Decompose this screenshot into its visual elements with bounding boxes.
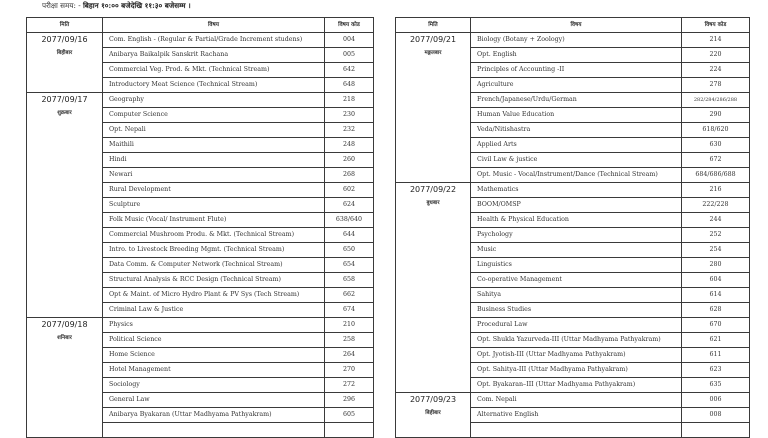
subject-code: 674	[325, 303, 374, 318]
subject-name: Opt. Music - Vocal/Instrument/Dance (Technical Stream)	[471, 168, 682, 183]
subject-name: Alternative English	[471, 408, 682, 423]
table-row	[396, 393, 750, 408]
subject-code: 216	[682, 183, 750, 198]
subject-name: Sahitya	[471, 288, 682, 303]
exam-time-note	[42, 1, 191, 11]
column-header-date: मिति	[27, 18, 103, 33]
subject-name: Structural Analysis & RCC Design (Technical Stream)	[103, 273, 325, 288]
subject-name: Intro. to Livestock Breeding Mgmt. (Technical Stream)	[103, 243, 325, 258]
subject-name: Health & Physical Education	[471, 213, 682, 228]
exam-date-cell	[396, 33, 471, 183]
subject-code: 296	[325, 393, 374, 408]
subject-name: Commercial Veg. Prod. & Mkt. (Technical Stream)	[103, 63, 325, 78]
subject-code: 630	[682, 138, 750, 153]
subject-code: 602	[325, 183, 374, 198]
subject-name: Computer Science	[103, 108, 325, 123]
exam-schedule-table-left	[26, 17, 374, 438]
schedule-body	[396, 33, 750, 438]
column-header-code: विषय कोड	[325, 18, 374, 33]
subject-name: Psychology	[471, 228, 682, 243]
exam-date: 2077/09/17	[41, 95, 88, 104]
subject-code: 650	[325, 243, 374, 258]
subject-code: 621	[682, 333, 750, 348]
subject-code: 222/228	[682, 198, 750, 213]
table-header-row	[396, 18, 750, 33]
subject-code: 248	[325, 138, 374, 153]
subject-name: Music	[471, 243, 682, 258]
subject-name: Commercial Mushroom Produ. & Mkt. (Technical Stream)	[103, 228, 325, 243]
subject-name: Opt. Sahitya-III (Uttar Madhyama Pathyakram)	[471, 363, 682, 378]
subject-code: 270	[325, 363, 374, 378]
subject-name: Business Studies	[471, 303, 682, 318]
exam-date-cell	[396, 393, 471, 438]
subject-name: Mathematics	[471, 183, 682, 198]
subject-code: 280	[682, 258, 750, 273]
exam-time-label: परीक्षा समय: -	[42, 1, 83, 10]
subject-name: Introductory Meat Science (Technical Stream)	[103, 78, 325, 93]
exam-weekday: मङ्गलबार	[424, 50, 442, 56]
subject-code: 644	[325, 228, 374, 243]
table-row	[27, 33, 374, 48]
subject-code: 006	[682, 393, 750, 408]
subject-code: 624	[325, 198, 374, 213]
subject-name: Opt. Jyotish-III (Uttar Madhyama Pathyakram)	[471, 348, 682, 363]
subject-code: 210	[325, 318, 374, 333]
column-header-date: मिति	[396, 18, 471, 33]
exam-date: 2077/09/23	[409, 395, 457, 404]
subject-name: Com. Nepali	[471, 393, 682, 408]
subject-name: Geography	[103, 93, 325, 108]
subject-name: Biology (Botany + Zoology)	[471, 33, 682, 48]
subject-code: 618/620	[682, 123, 750, 138]
subject-name: Physics	[103, 318, 325, 333]
subject-code: 254	[682, 243, 750, 258]
subject-code: 654	[325, 258, 374, 273]
exam-schedule-table-right	[395, 17, 750, 438]
subject-name: Anibarya Baikalpik Sanskrit Rachana	[103, 48, 325, 63]
subject-name: Agriculture	[471, 78, 682, 93]
subject-code: 272	[325, 378, 374, 393]
subject-code: 662	[325, 288, 374, 303]
subject-code: 628	[682, 303, 750, 318]
subject-name: Civil Law & justice	[471, 153, 682, 168]
subject-name: Sculpture	[103, 198, 325, 213]
subject-name: Principles of Accounting -II	[471, 63, 682, 78]
subject-name: Opt. Shukla Yazurveda-III (Uttar Madhyama Pathyakram)	[471, 333, 682, 348]
subject-code: 648	[325, 78, 374, 93]
exam-time-value: बिहान १०:०० बजेदेखि ११:३० बजेसम्म ।	[82, 1, 191, 10]
subject-name: Anibarya Byakaran (Uttar Madhyama Pathyakram)	[103, 408, 325, 423]
exam-date-cell	[27, 33, 103, 93]
exam-weekday: बुधबार	[426, 200, 440, 206]
subject-name	[471, 423, 682, 438]
subject-code: 638/640	[325, 213, 374, 228]
column-header-code: विषय कोड	[682, 18, 750, 33]
subject-code: 258	[325, 333, 374, 348]
subject-name	[103, 423, 325, 438]
subject-code: 290	[682, 108, 750, 123]
table-row	[396, 33, 750, 48]
exam-date-cell	[396, 183, 471, 393]
subject-code: 604	[682, 273, 750, 288]
exam-date-cell	[27, 318, 103, 438]
exam-weekday: शनिबार	[57, 335, 72, 341]
subject-code: 605	[325, 408, 374, 423]
subject-name: General Law	[103, 393, 325, 408]
subject-name: Rural Development	[103, 183, 325, 198]
subject-code: 642	[325, 63, 374, 78]
subject-code: 614	[682, 288, 750, 303]
table-row	[396, 183, 750, 198]
exam-date: 2077/09/22	[409, 185, 457, 194]
subject-code: 282/284/286/288	[682, 93, 750, 108]
subject-code: 252	[682, 228, 750, 243]
table-row	[27, 93, 374, 108]
subject-name: Opt. English	[471, 48, 682, 63]
subject-code	[682, 423, 750, 438]
subject-code: 244	[682, 213, 750, 228]
subject-code: 658	[325, 273, 374, 288]
subject-name: Com. English - (Regular & Partial/Grade Increment studens)	[103, 33, 325, 48]
subject-name: Data Comm. & Computer Network (Technical Stream)	[103, 258, 325, 273]
subject-name: Hotel Management	[103, 363, 325, 378]
subject-code	[325, 423, 374, 438]
subject-name: Applied Arts	[471, 138, 682, 153]
column-header-subject: विषय	[103, 18, 325, 33]
subject-code: 005	[325, 48, 374, 63]
subject-name: Newari	[103, 168, 325, 183]
exam-weekday: शुक्रबार	[57, 110, 72, 116]
subject-code: 004	[325, 33, 374, 48]
subject-code: 224	[682, 63, 750, 78]
subject-name: Folk Music (Vocal/ Instrument Flute)	[103, 213, 325, 228]
subject-name: Linguistics	[471, 258, 682, 273]
subject-name: Political Science	[103, 333, 325, 348]
schedule-body	[27, 33, 374, 438]
subject-code: 218	[325, 93, 374, 108]
subject-name: Criminal Law & Justice	[103, 303, 325, 318]
subject-code: 230	[325, 108, 374, 123]
table-row	[27, 318, 374, 333]
subject-code: 008	[682, 408, 750, 423]
subject-code: 232	[325, 123, 374, 138]
exam-date: 2077/09/16	[41, 35, 88, 44]
subject-code: 684/686/688	[682, 168, 750, 183]
subject-name: Opt & Maint. of Micro Hydro Plant & PV Sys (Tech Stream)	[103, 288, 325, 303]
subject-name: Human Value Education	[471, 108, 682, 123]
subject-code: 635	[682, 378, 750, 393]
table-header-row	[27, 18, 374, 33]
subject-code: 670	[682, 318, 750, 333]
subject-code: 214	[682, 33, 750, 48]
subject-name: Hindi	[103, 153, 325, 168]
subject-name: French/Japanese/Urdu/German	[471, 93, 682, 108]
exam-date: 2077/09/18	[41, 320, 88, 329]
column-header-subject: विषय	[471, 18, 682, 33]
subject-name: Veda/Nitishastra	[471, 123, 682, 138]
subject-code: 264	[325, 348, 374, 363]
subject-name: BOOM/OMSP	[471, 198, 682, 213]
subject-name: Sociology	[103, 378, 325, 393]
subject-code: 268	[325, 168, 374, 183]
subject-code: 672	[682, 153, 750, 168]
subject-name: Home Science	[103, 348, 325, 363]
exam-weekday: बिहीबार	[56, 50, 73, 56]
subject-code: 220	[682, 48, 750, 63]
subject-code: 278	[682, 78, 750, 93]
exam-date-cell	[27, 93, 103, 318]
subject-name: Opt. Byakaran–III (Uttar Madhyama Pathyakram)	[471, 378, 682, 393]
subject-name: Maithili	[103, 138, 325, 153]
subject-name: Co-operative Management	[471, 273, 682, 288]
subject-name: Opt. Nepali	[103, 123, 325, 138]
subject-code: 260	[325, 153, 374, 168]
exam-date: 2077/09/21	[409, 35, 457, 44]
exam-weekday: बिहीबार	[425, 410, 441, 416]
subject-code: 611	[682, 348, 750, 363]
subject-code: 623	[682, 363, 750, 378]
subject-name: Procedural Law	[471, 318, 682, 333]
